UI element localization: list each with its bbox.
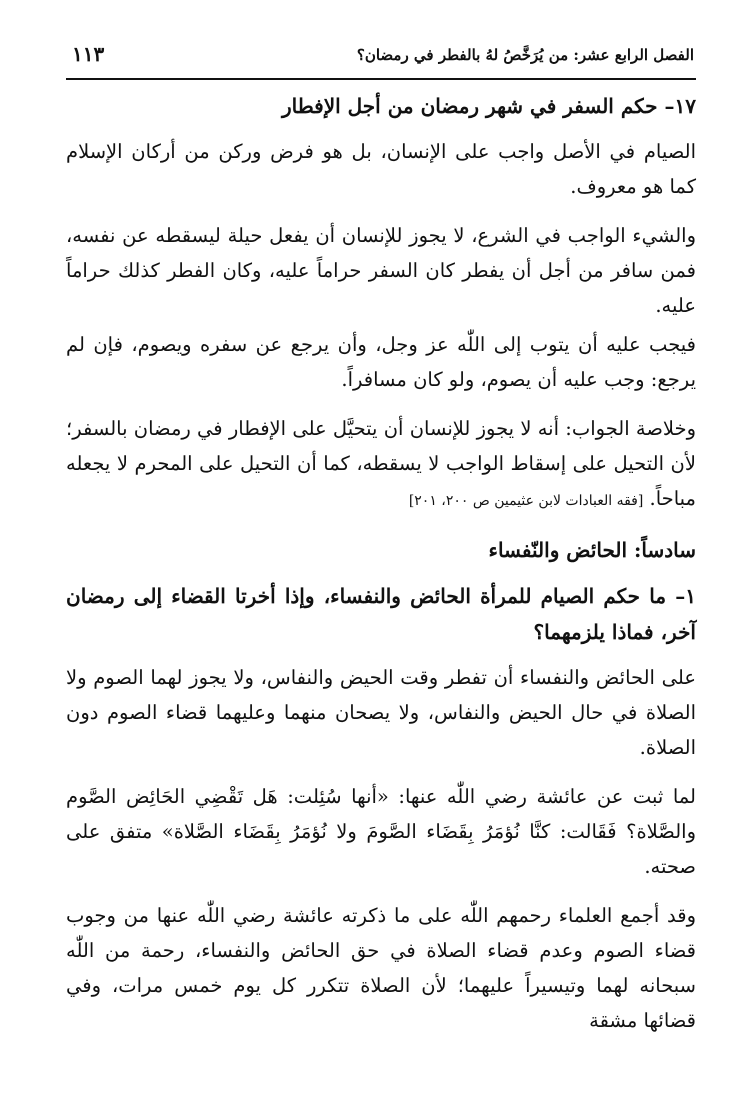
page-number: ١١٣ (72, 42, 105, 66)
question-heading-1: ١– ما حكم الصيام للمرأة الحائض والنفساء، وإذا أخرتا القضاء إلى رمضان آخر، فماذا يلزمهما؟ (66, 584, 696, 644)
section-title: سادساً: الحائض والنّفساء (488, 538, 696, 562)
paragraph (66, 411, 696, 519)
paragraph: لما ثبت عن عائشة رضي اللّٰه عنها: «أنها سُئِلت: هَل تَقْضِي الحَائِض الصَّوم والصَّلاة؟ فَقَالت: كنَّا نُؤمَرُ بِقَضَاء الصَّومَ ولا نُؤمَرُ بِقَضَاء الصَّلاة» متفق على صحته. (66, 785, 696, 878)
reference-citation: [فقه العبادات لابن عثيمين ص ٢٠٠، ٢٠١] (408, 493, 644, 509)
chapter-title: الفصل الرابع عشر: من يُرَخَّصُ لهُ بالفطر في رمضان؟ (356, 46, 694, 64)
paragraph: الصيام في الأصل واجب على الإنسان، بل هو فرض وركن من أركان الإسلام كما هو معروف. (66, 140, 696, 198)
paragraph: والشيء الواجب في الشرع، لا يجوز للإنسان أن يفعل حيلة ليسقطه عن نفسه، فمن سافر من أجل أن يفطر كان السفر حراماً عليه، وكان الفطر كذلك حراماً عليه. (66, 224, 696, 317)
question-heading-17: ١٧– حكم السفر في شهر رمضان من أجل الإفطار (282, 94, 696, 118)
paragraph-text: وخلاصة الجواب: أنه لا يجوز للإنسان أن يتحيَّل على الإفطار في رمضان بالسفر؛ لأن التحيل على إسقاط الواجب لا يسقطه، كما أن التحيل على المحرم لا يجعله مباحاً. (66, 417, 696, 510)
paragraph: فيجب عليه أن يتوب إلى اللّٰه عز وجل، وأن يرجع عن سفره ويصوم، فإن لم يرجع: وجب عليه أن يصوم، ولو كان مسافراً. (66, 333, 696, 391)
page-body (66, 88, 696, 1052)
page-header (66, 38, 696, 80)
book-page (66, 0, 696, 1100)
paragraph: وقد أجمع العلماء رحمهم اللّٰه على ما ذكرته عائشة رضي اللّٰه عنها من وجوب قضاء الصوم وعدم قضاء الصلاة في حق الحائض والنفساء، رحمة من اللّٰه سبحانه لهما وتيسيراً عليهما؛ لأن الصلاة تتكرر كل يوم خمس مرات، وفي قضائها مشقة (66, 904, 696, 1032)
paragraph: على الحائض والنفساء أن تفطر وقت الحيض والنفاس، ولا يجوز لهما الصوم ولا الصلاة في حال الحيض والنفاس، ولا يصحان منهما وعليهما قضاء الصوم دون الصلاة. (66, 666, 696, 759)
